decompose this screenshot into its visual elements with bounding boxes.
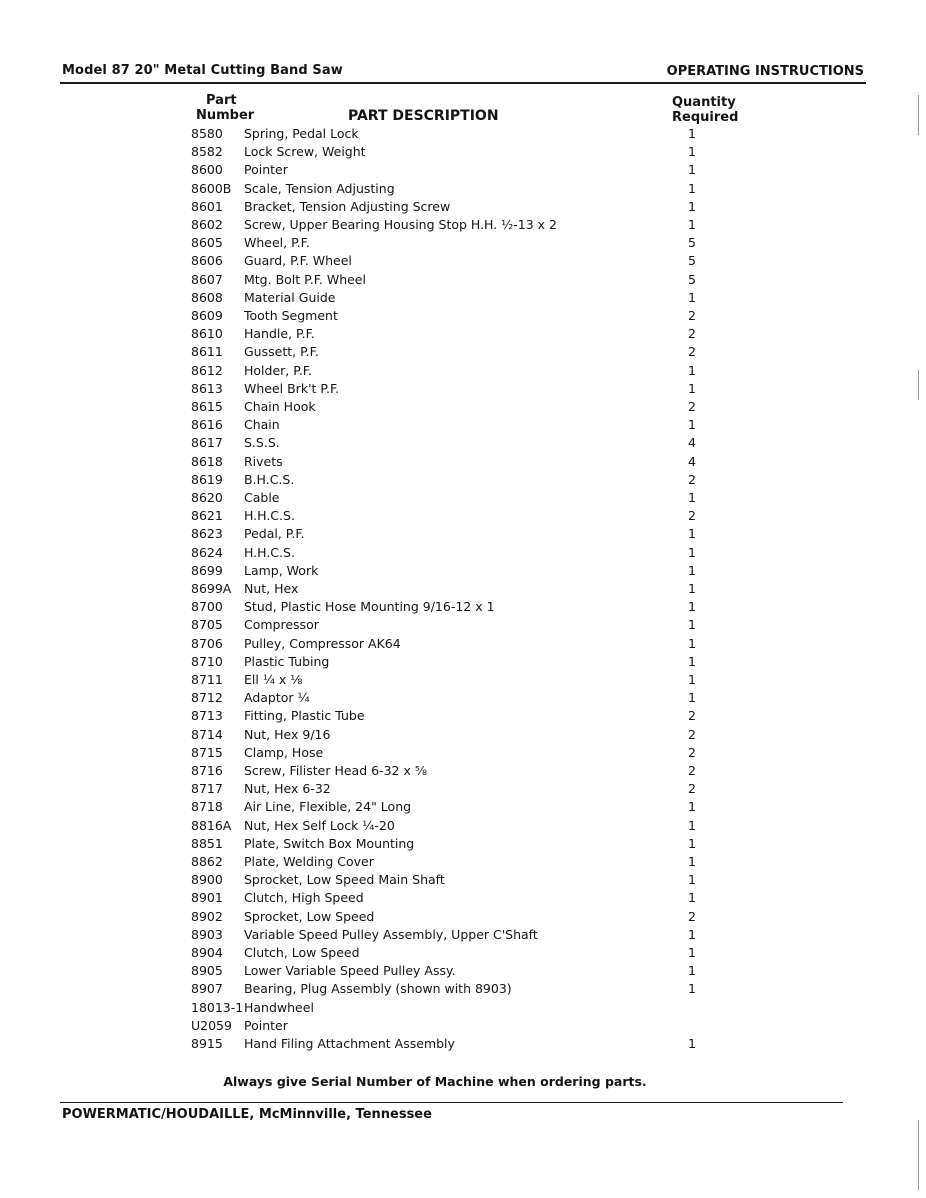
- footer-rule: [60, 1102, 843, 1103]
- margin-mark: [918, 370, 919, 400]
- part-quantity: 1: [688, 162, 696, 178]
- part-quantity: 1: [688, 690, 696, 706]
- part-quantity: 1: [688, 799, 696, 815]
- part-quantity: 1: [688, 289, 696, 305]
- part-row: [0, 744, 926, 762]
- part-description: H.H.C.S.: [244, 544, 295, 560]
- part-number: 8613: [191, 380, 223, 396]
- part-row: [0, 289, 926, 307]
- part-number: 8610: [191, 326, 223, 342]
- part-quantity: 1: [688, 617, 696, 633]
- part-row: [0, 471, 926, 489]
- part-number: 8717: [191, 781, 223, 797]
- part-quantity: 1: [688, 872, 696, 888]
- part-quantity: 2: [688, 471, 696, 487]
- part-row: [0, 125, 926, 143]
- part-description: Gussett, P.F.: [244, 344, 319, 360]
- part-number: 8612: [191, 362, 223, 378]
- part-row: [0, 889, 926, 907]
- part-row: [0, 216, 926, 234]
- part-row: [0, 635, 926, 653]
- part-number: 8705: [191, 617, 223, 633]
- part-number: 8623: [191, 526, 223, 542]
- part-description: Stud, Plastic Hose Mounting 9/16-12 x 1: [244, 599, 495, 615]
- part-number: 8712: [191, 690, 223, 706]
- part-description: Clamp, Hose: [244, 744, 324, 760]
- part-number: 8699A: [191, 581, 232, 596]
- part-description: B.H.C.S.: [244, 471, 295, 487]
- part-quantity: 1: [688, 926, 696, 942]
- part-description: Cable: [244, 490, 280, 505]
- part-quantity: 1: [688, 417, 696, 433]
- part-number: 8706: [191, 635, 223, 651]
- part-quantity: 1: [688, 198, 696, 214]
- part-quantity: 1: [688, 635, 696, 651]
- part-number: 18013-1: [191, 999, 244, 1015]
- part-description: Lower Variable Speed Pulley Assy.: [244, 963, 456, 979]
- part-description: Rivets: [244, 453, 283, 469]
- part-number: 8904: [191, 945, 223, 960]
- part-description: Tooth Segment: [244, 308, 338, 323]
- part-number: 8711: [191, 672, 223, 687]
- part-row: [0, 999, 926, 1017]
- part-number: 8615: [191, 399, 223, 414]
- part-row: [0, 853, 926, 871]
- part-row: [0, 653, 926, 671]
- part-quantity: 1: [688, 526, 696, 542]
- part-description: Handle, P.F.: [244, 326, 315, 342]
- part-quantity: 1: [688, 653, 696, 669]
- part-description: Hand Filing Attachment Assembly: [244, 1036, 455, 1051]
- part-description: Clutch, Low Speed: [244, 945, 360, 960]
- part-quantity: 1: [688, 380, 696, 396]
- part-row: [0, 689, 926, 707]
- part-quantity: 2: [688, 908, 696, 924]
- part-quantity: 5: [688, 271, 696, 287]
- part-number: 8600B: [191, 180, 232, 196]
- part-quantity: 2: [688, 744, 696, 760]
- part-number: 8621: [191, 508, 223, 524]
- part-quantity: 2: [688, 344, 696, 360]
- part-number: 8620: [191, 490, 223, 505]
- part-quantity: 1: [688, 180, 696, 196]
- part-description: Compressor: [244, 617, 319, 633]
- part-row: [0, 380, 926, 398]
- part-quantity: 1: [688, 963, 696, 979]
- part-row: [0, 307, 926, 325]
- part-quantity: 1: [688, 672, 696, 687]
- part-quantity: 2: [688, 763, 696, 778]
- part-description: Plastic Tubing: [244, 653, 330, 669]
- part-quantity: 1: [688, 126, 696, 141]
- part-quantity: 2: [688, 399, 696, 414]
- part-description: Fitting, Plastic Tube: [244, 708, 365, 724]
- margin-mark: [918, 1120, 919, 1190]
- part-row: [0, 325, 926, 343]
- part-number: 8624: [191, 544, 223, 560]
- part-quantity: 1: [688, 217, 696, 232]
- part-row: [0, 926, 926, 944]
- part-number: 8715: [191, 744, 223, 760]
- part-row: [0, 525, 926, 543]
- part-row: [0, 762, 926, 780]
- part-row: [0, 343, 926, 361]
- part-number: 8601: [191, 198, 223, 214]
- part-quantity: 1: [688, 144, 696, 160]
- part-quantity: 1: [688, 981, 696, 997]
- part-number-column-header: [196, 93, 254, 123]
- part-quantity: 1: [688, 945, 696, 960]
- part-number: 8905: [191, 963, 223, 979]
- part-description: Screw, Filister Head 6-32 x ⅝: [244, 763, 427, 778]
- part-description: Lamp, Work: [244, 562, 319, 578]
- part-quantity: 2: [688, 726, 696, 742]
- ordering-note: Always give Serial Number of Machine when ordering parts.: [223, 1074, 647, 1089]
- part-description: Sprocket, Low Speed: [244, 908, 375, 924]
- part-row: [0, 944, 926, 962]
- part-number: 8903: [191, 926, 223, 942]
- part-description: Nut, Hex 9/16: [244, 726, 331, 742]
- part-number: 8619: [191, 471, 223, 487]
- part-description: Nut, Hex: [244, 581, 299, 596]
- part-quantity: 1: [688, 890, 696, 906]
- part-number: 8714: [191, 726, 223, 742]
- part-row: [0, 616, 926, 634]
- part-description: Clutch, High Speed: [244, 890, 364, 906]
- part-row: [0, 271, 926, 289]
- part-description: Plate, Welding Cover: [244, 854, 374, 869]
- part-row: [0, 980, 926, 998]
- part-row: [0, 489, 926, 507]
- part-description: S.S.S.: [244, 435, 280, 451]
- part-number: 8713: [191, 708, 223, 724]
- part-number: 8600: [191, 162, 223, 178]
- part-number: U2059: [191, 1017, 232, 1033]
- part-row: [0, 161, 926, 179]
- part-number: 8716: [191, 763, 223, 778]
- part-description-column-header: PART DESCRIPTION: [348, 108, 499, 124]
- part-number: 8900: [191, 872, 223, 888]
- part-quantity: 1: [688, 854, 696, 869]
- section-title: OPERATING INSTRUCTIONS: [666, 64, 864, 79]
- part-quantity: 1: [688, 835, 696, 851]
- part-number: 8608: [191, 289, 223, 305]
- part-quantity: 2: [688, 308, 696, 323]
- part-number: 8618: [191, 453, 223, 469]
- part-row: [0, 817, 926, 835]
- part-row: [0, 962, 926, 980]
- part-row: [0, 908, 926, 926]
- part-quantity: 4: [688, 435, 696, 451]
- part-number: 8907: [191, 981, 223, 997]
- part-row: [0, 562, 926, 580]
- part-row: [0, 362, 926, 380]
- part-number-header-line1: Part: [206, 93, 237, 108]
- part-row: [0, 798, 926, 816]
- part-quantity: 1: [688, 544, 696, 560]
- part-number: 8609: [191, 308, 223, 323]
- part-description: Nut, Hex 6-32: [244, 781, 331, 797]
- part-description: Sprocket, Low Speed Main Shaft: [244, 872, 445, 888]
- part-number: 8580: [191, 126, 223, 141]
- part-quantity: 1: [688, 581, 696, 596]
- part-description: Material Guide: [244, 289, 336, 305]
- header-rule: [60, 82, 866, 84]
- part-row: [0, 198, 926, 216]
- part-description: Variable Speed Pulley Assembly, Upper C'Shaft: [244, 926, 538, 942]
- part-quantity: 1: [688, 817, 696, 833]
- part-description: Chain: [244, 417, 280, 433]
- part-description: Mtg. Bolt P.F. Wheel: [244, 271, 366, 287]
- part-description: Plate, Switch Box Mounting: [244, 835, 415, 851]
- part-description: Lock Screw, Weight: [244, 144, 366, 160]
- part-row: [0, 453, 926, 471]
- part-description: Nut, Hex Self Lock ¼-20: [244, 817, 395, 833]
- part-quantity: 1: [688, 599, 696, 615]
- part-number: 8611: [191, 344, 223, 360]
- part-description: Adaptor ¼: [244, 690, 310, 706]
- margin-mark: [918, 95, 919, 135]
- part-row: [0, 180, 926, 198]
- part-row: [0, 1017, 926, 1035]
- part-quantity: 1: [688, 562, 696, 578]
- part-description: Pointer: [244, 1017, 288, 1033]
- publisher-footer: POWERMATIC/HOUDAILLE, McMinnville, Tennessee: [62, 1107, 432, 1122]
- part-description: Spring, Pedal Lock: [244, 126, 359, 141]
- part-number: 8862: [191, 854, 223, 869]
- part-description: Holder, P.F.: [244, 362, 312, 378]
- part-number: 8699: [191, 562, 223, 578]
- part-row: [0, 598, 926, 616]
- part-description: H.H.C.S.: [244, 508, 295, 524]
- part-quantity: 2: [688, 508, 696, 524]
- part-description: Handwheel: [244, 999, 314, 1015]
- part-quantity: 2: [688, 708, 696, 724]
- part-number: 8607: [191, 271, 223, 287]
- part-row: [0, 580, 926, 598]
- part-quantity: 2: [688, 781, 696, 797]
- part-row: [0, 507, 926, 525]
- part-quantity: 5: [688, 235, 696, 251]
- part-description: Pulley, Compressor AK64: [244, 635, 401, 651]
- quantity-header-line1: Quantity: [672, 95, 736, 110]
- part-number: 8851: [191, 835, 223, 851]
- part-description: Pedal, P.F.: [244, 526, 305, 542]
- quantity-column-header: [672, 95, 738, 125]
- part-description: Air Line, Flexible, 24" Long: [244, 799, 412, 815]
- part-number-header-line2: Number: [196, 108, 255, 123]
- part-number: 8915: [191, 1036, 223, 1051]
- part-description: Bearing, Plug Assembly (shown with 8903): [244, 981, 512, 997]
- part-row: [0, 234, 926, 252]
- part-row: [0, 544, 926, 562]
- part-description: Chain Hook: [244, 399, 316, 414]
- part-description: Scale, Tension Adjusting: [244, 180, 395, 196]
- part-number: 8816A: [191, 817, 232, 833]
- manual-title: Model 87 20" Metal Cutting Band Saw: [62, 63, 343, 78]
- part-number: 8602: [191, 217, 223, 232]
- part-description: Guard, P.F. Wheel: [244, 253, 352, 269]
- part-description: Pointer: [244, 162, 288, 178]
- part-row: [0, 398, 926, 416]
- part-description: Bracket, Tension Adjusting Screw: [244, 198, 451, 214]
- part-row: [0, 726, 926, 744]
- part-row: [0, 434, 926, 452]
- part-row: [0, 871, 926, 889]
- part-number: 8617: [191, 435, 223, 451]
- part-description: Wheel, P.F.: [244, 235, 310, 251]
- part-number: 8605: [191, 235, 223, 251]
- part-number: 8606: [191, 253, 223, 269]
- part-row: [0, 671, 926, 689]
- part-row: [0, 835, 926, 853]
- part-quantity: 4: [688, 453, 696, 469]
- part-quantity: 2: [688, 326, 696, 342]
- part-number: 8718: [191, 799, 223, 815]
- part-number: 8902: [191, 908, 223, 924]
- part-number: 8901: [191, 890, 223, 906]
- part-number: 8616: [191, 417, 223, 433]
- part-quantity: 1: [688, 362, 696, 378]
- part-quantity: 1: [688, 1036, 696, 1051]
- part-number: 8700: [191, 599, 223, 615]
- quantity-header-line2: Required: [672, 110, 739, 125]
- part-description: Ell ¼ x ⅛: [244, 672, 303, 687]
- part-row: [0, 1035, 926, 1053]
- part-description: Wheel Brk't P.F.: [244, 380, 340, 396]
- part-number: 8582: [191, 144, 223, 160]
- part-row: [0, 780, 926, 798]
- part-row: [0, 707, 926, 725]
- part-description: Screw, Upper Bearing Housing Stop H.H. ½-13 x 2: [244, 217, 558, 232]
- part-quantity: 1: [688, 490, 696, 505]
- part-number: 8710: [191, 653, 223, 669]
- part-row: [0, 252, 926, 270]
- part-row: [0, 416, 926, 434]
- part-row: [0, 143, 926, 161]
- part-quantity: 5: [688, 253, 696, 269]
